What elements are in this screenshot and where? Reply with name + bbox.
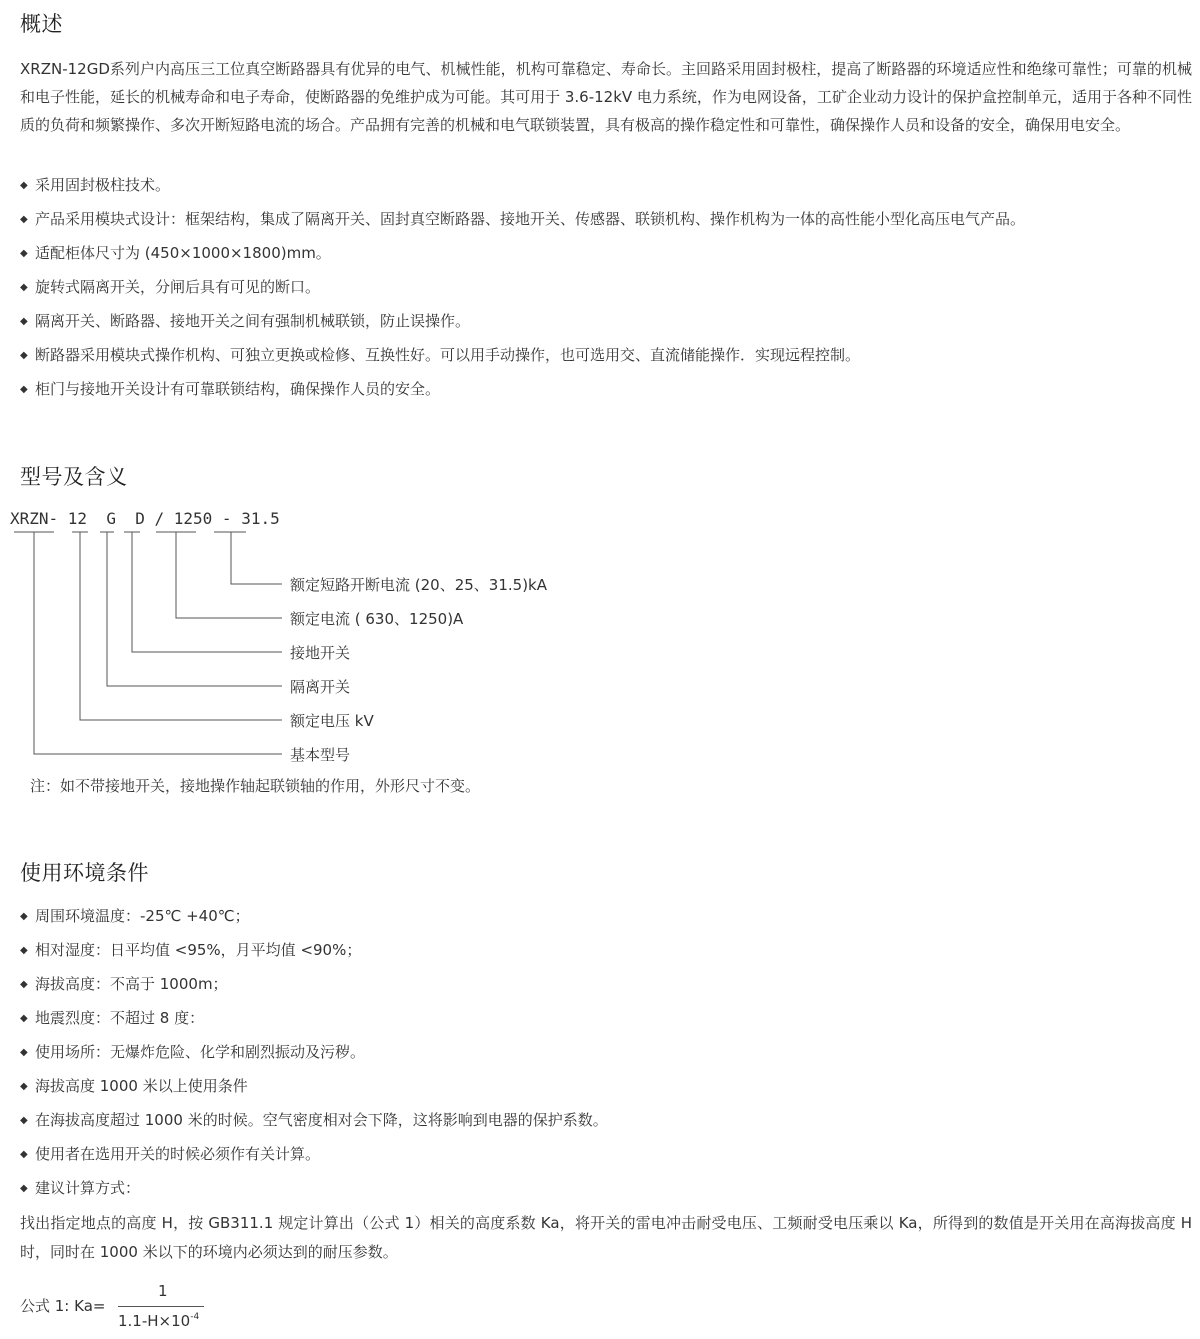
overview-bullet-item — [20, 242, 1025, 276]
environment-bullet-item — [20, 939, 608, 973]
overview-bullet-item-text: 断路器采用模块式操作机构、可独立更换或检修、互换性好。可以用手动操作，也可选用交、直流储能操作．实现远程控制。 — [35, 346, 861, 364]
meaning-isolating-switch: 隔离开关 — [290, 678, 351, 696]
overview-bullet-item-text: 产品采用模块式设计：框架结构，集成了隔离开关、固封真空断路器、接地开关、传感器、联锁机构、操作机构为一体的高性能小型化高压电气产品。 — [35, 210, 1026, 228]
bullet-diamond-icon: ◆ — [20, 1081, 28, 1092]
overview-bullet-item — [20, 378, 1025, 412]
overview-paragraph: XRZN-12GD系列户内高压三工位真空断路器具有优异的电气、机械性能，机构可靠稳定、寿命长。主回路采用固封极柱，提高了断路器的环境适应性和绝缘可靠性；可靠的机械和电子性能，延长的机械寿命和电子寿命，使断路器的免维护成为可能。其可用于 3.6-12kV 电力系统，作为电网设备，工矿企业动力设计的保护盒控制单元，适用于各种不同性质的负荷和频繁操作、多次开断短路电流的场合。产品拥有完善的机械和电气联锁装置，具有极高的操作稳定性和可靠性，确保操作人员和设备的安全，确保用电安全。 — [20, 60, 1192, 134]
overview-title: 概述 — [20, 12, 63, 36]
meaning-earthing-switch: 接地开关 — [290, 644, 351, 662]
bullet-diamond-icon: ◆ — [20, 979, 28, 990]
overview-bullet-item-text: 适配柜体尺寸为 (450×1000×1800)mm。 — [35, 244, 331, 262]
bullet-diamond-icon: ◆ — [20, 911, 28, 922]
meaning-rated-current: 额定电流 ( 630、1250)A — [290, 610, 464, 628]
overview-bullet-item — [20, 174, 1025, 208]
environment-bullet-item — [20, 1109, 608, 1143]
bullet-diamond-icon: ◆ — [20, 384, 28, 395]
bullet-diamond-icon: ◆ — [20, 180, 28, 191]
formula-denominator — [118, 1312, 199, 1330]
meaning-breaking-current: 额定短路开断电流 (20、25、31.5)kA — [290, 576, 547, 594]
bullet-diamond-icon: ◆ — [20, 1047, 28, 1058]
bullet-diamond-icon: ◆ — [20, 316, 28, 327]
overview-bullet-item-text: 柜门与接地开关设计有可靠联锁结构，确保操作人员的安全。 — [35, 380, 441, 398]
environment-bullet-item-text: 使用场所：无爆炸危险、化学和剧烈振动及污秽。 — [35, 1043, 366, 1061]
environment-bullet-item — [20, 1041, 608, 1075]
bullet-diamond-icon: ◆ — [20, 1115, 28, 1126]
leader-breaking — [231, 532, 282, 584]
overview-bullet-item-text: 隔离开关、断路器、接地开关之间有强制机械联锁，防止误操作。 — [35, 312, 471, 330]
meaning-rated-voltage: 额定电压 kV — [290, 712, 374, 730]
leader-basic-model — [34, 532, 282, 754]
leader-isolator — [107, 532, 282, 686]
overview-bullet-item — [20, 208, 1025, 242]
environment-bullet-item — [20, 1007, 608, 1041]
bullet-diamond-icon: ◆ — [20, 1149, 28, 1160]
formula-denominator-base: 1.1-H×10 — [118, 1312, 191, 1330]
environment-bullet-item — [20, 1177, 608, 1211]
environment-bullet-item — [20, 1143, 608, 1177]
leader-earthing — [132, 532, 282, 652]
bullet-diamond-icon: ◆ — [20, 214, 28, 225]
environment-bullet-item — [20, 1075, 608, 1109]
formula-exponent: -4 — [190, 1312, 200, 1322]
bullet-diamond-icon: ◆ — [20, 282, 28, 293]
environment-bullet-item-text: 相对湿度：日平均值 <95%，月平均值 <90%； — [35, 941, 362, 959]
bullet-diamond-icon: ◆ — [20, 1013, 28, 1024]
overview-bullet-item — [20, 344, 1025, 378]
overview-bullet-item — [20, 276, 1025, 310]
model-title: 型号及含义 — [20, 465, 128, 489]
formula-fraction-bar — [118, 1306, 204, 1307]
environment-bullet-item-text: 使用者在选用开关的时候必须作有关计算。 — [35, 1145, 321, 1163]
formula-label: 公式 1: Ka= — [20, 1297, 106, 1315]
environment-bullet-item — [20, 973, 608, 1007]
overview-bullet-item-text: 采用固封极柱技术。 — [35, 176, 171, 194]
environment-bullet-item-text: 海拔高度：不高于 1000m； — [35, 975, 228, 993]
bullet-diamond-icon: ◆ — [20, 350, 28, 361]
model-code: XRZN- 12 G D / 1250 - 31.5 — [10, 509, 280, 528]
environment-paragraph: 找出指定地点的高度 H，按 GB311.1 规定计算出（公式 1）相关的高度系数 Ka，将开关的雷电冲击耐受电压、工频耐受电压乘以 Ka，所得到的数值是开关用在高海拔高度 H 时，同时在 1000 米以下的环境内必须达到的耐压参数。 — [20, 1214, 1192, 1261]
formula-numerator: 1 — [158, 1282, 168, 1300]
leader-voltage — [80, 532, 282, 720]
environment-bullet-item-text: 周围环境温度：-25℃ +40℃； — [35, 907, 250, 925]
bullet-diamond-icon: ◆ — [20, 248, 28, 259]
environment-bullet-item-text: 地震烈度：不超过 8 度： — [35, 1009, 205, 1027]
model-note: 注：如不带接地开关，接地操作轴起联锁轴的作用，外形尺寸不变。 — [30, 777, 481, 795]
environment-bullet-item-text: 海拔高度 1000 米以上使用条件 — [35, 1077, 248, 1095]
environment-bullet-item-text: 建议计算方式： — [35, 1179, 141, 1197]
environment-title: 使用环境条件 — [20, 861, 149, 885]
leader-current — [176, 532, 282, 618]
overview-bullet-item-text: 旋转式隔离开关，分闸后具有可见的断口。 — [35, 278, 321, 296]
environment-bullet-item-text: 在海拔高度超过 1000 米的时候。空气密度相对会下降，这将影响到电器的保护系数。 — [35, 1111, 608, 1129]
model-breakdown-diagram — [0, 525, 300, 760]
environment-condition-list — [20, 905, 608, 1211]
meaning-basic-model: 基本型号 — [290, 746, 351, 764]
environment-bullet-item — [20, 905, 608, 939]
overview-bullet-item — [20, 310, 1025, 344]
overview-feature-list — [20, 174, 1025, 412]
bullet-diamond-icon: ◆ — [20, 945, 28, 956]
bullet-diamond-icon: ◆ — [20, 1183, 28, 1194]
